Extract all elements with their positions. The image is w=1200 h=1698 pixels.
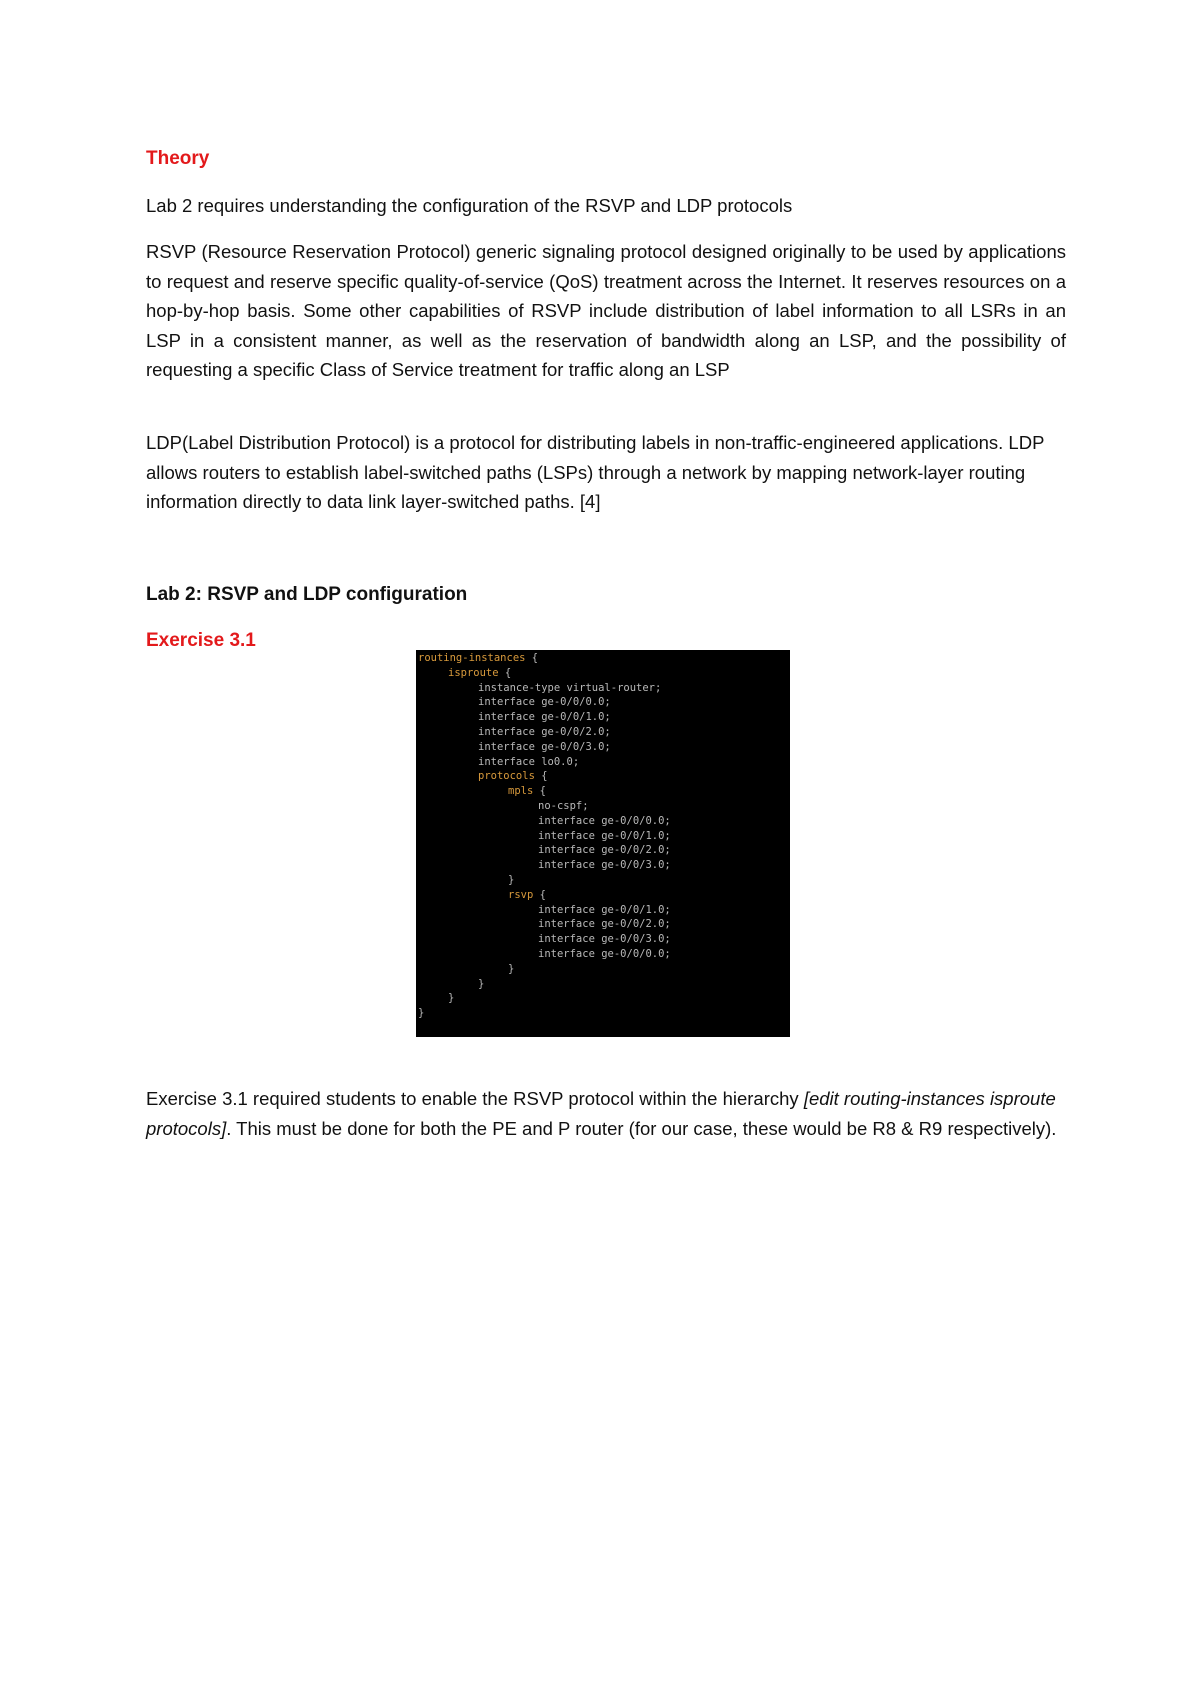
- terminal-screenshot: [416, 650, 790, 1037]
- terminal-code-line: [478, 740, 611, 755]
- terminal-code-line: [508, 962, 514, 977]
- terminal-code-line: [538, 814, 671, 829]
- terminal-code-text: instance-type virtual-router;: [478, 681, 662, 694]
- terminal-code-line: [448, 666, 511, 681]
- theory-intro-paragraph: Lab 2 requires understanding the configuration of the RSVP and LDP protocols: [146, 195, 793, 216]
- terminal-code-text: interface ge-0/0/0.0;: [538, 948, 671, 960]
- terminal-code-line: [418, 1006, 424, 1021]
- terminal-code-line: [538, 858, 671, 873]
- terminal-code-text: no-cspf;: [538, 800, 589, 812]
- terminal-keyword: mpls: [508, 785, 534, 798]
- terminal-code-text: interface ge-0/0/1.0;: [538, 903, 671, 916]
- terminal-code-text: interface ge-0/0/1.0;: [538, 829, 671, 842]
- terminal-code-text: interface ge-0/0/3.0;: [538, 859, 671, 872]
- lab-heading: Lab 2: RSVP and LDP configuration: [146, 584, 468, 605]
- terminal-code-text: interface ge-0/0/1.0;: [478, 711, 611, 724]
- terminal-code-line: [508, 888, 546, 903]
- terminal-code-text: {: [525, 652, 539, 664]
- terminal-code-text: interface ge-0/0/2.0;: [538, 844, 671, 857]
- terminal-code-text: interface ge-0/0/0.0;: [478, 696, 611, 709]
- terminal-code-text: }: [478, 977, 485, 990]
- terminal-code-text: }: [448, 992, 455, 1005]
- exercise-heading: Exercise 3.1: [146, 630, 256, 651]
- terminal-code-text: {: [534, 770, 548, 783]
- terminal-code-line: [538, 903, 671, 918]
- terminal-code-line: [538, 799, 589, 814]
- exercise-description: [146, 1084, 1066, 1143]
- terminal-keyword: isproute: [448, 666, 499, 679]
- terminal-code-line: [538, 829, 671, 844]
- terminal-code-text: interface ge-0/0/0.0;: [538, 814, 671, 827]
- terminal-code-line: [478, 681, 661, 696]
- rsvp-paragraph: RSVP (Resource Reservation Protocol) generic signaling protocol designed originally to be used by applications to request and reserve specific quality-of-service (QoS) treatment across the Internet. It reserves resources on a hop-by-hop basis. Some other capabilities of RSVP include distribution of label information to all LSRs in an LSP in a consistent manner, as well as the reservation of bandwidth along an LSP, and the possibility of requesting a specific Class of Service treatment for traffic along an LSP: [146, 241, 1066, 380]
- terminal-keyword: protocols: [478, 770, 535, 783]
- terminal-code-text: }: [418, 1007, 425, 1020]
- theory-heading: Theory: [146, 148, 210, 169]
- terminal-code-text: interface lo0.0;: [478, 755, 580, 768]
- terminal-code-line: [448, 991, 454, 1006]
- terminal-code-line: [478, 725, 611, 740]
- terminal-code-line: [478, 755, 579, 770]
- terminal-keyword: routing-instances: [418, 652, 526, 664]
- terminal-code-line: [418, 651, 538, 666]
- terminal-code-line: [538, 947, 671, 962]
- terminal-code-text: interface ge-0/0/3.0;: [538, 933, 671, 946]
- terminal-code-text: }: [508, 874, 515, 886]
- terminal-code-line: [538, 917, 671, 932]
- terminal-code-line: [478, 710, 611, 725]
- terminal-code-line: [478, 769, 548, 784]
- exercise-description-text-end: . This must be done for both the PE and P router (for our case, these would be R8 & R9 respectively).: [226, 1117, 1057, 1139]
- terminal-code-text: interface ge-0/0/2.0;: [478, 726, 611, 738]
- terminal-code-line: [538, 843, 671, 858]
- terminal-code-text: }: [508, 962, 515, 975]
- terminal-code-line: [478, 977, 484, 992]
- terminal-code-line: [538, 932, 671, 947]
- terminal-code-line: [508, 873, 514, 888]
- terminal-code-text: interface ge-0/0/3.0;: [478, 740, 611, 753]
- terminal-keyword: rsvp: [508, 888, 534, 901]
- terminal-code-text: {: [498, 666, 512, 679]
- ldp-paragraph: LDP(Label Distribution Protocol) is a protocol for distributing labels in non-traffic-engineered applications. LDP allows routers to establish label-switched paths (LSPs) through a network by mapping network-layer routing information directly to data link layer-switched paths. [4]: [146, 432, 1045, 512]
- exercise-description-text-start: Exercise 3.1 required students to enable the RSVP protocol within the hierarchy: [146, 1088, 804, 1109]
- terminal-code-line: [478, 695, 611, 710]
- terminal-code-text: interface ge-0/0/2.0;: [538, 918, 671, 931]
- terminal-code-text: {: [533, 888, 546, 901]
- terminal-code-line: [508, 784, 546, 799]
- config-hierarchy-path: [edit routing-instances isproute protocols]: [146, 1088, 1056, 1139]
- terminal-code-text: {: [533, 785, 546, 798]
